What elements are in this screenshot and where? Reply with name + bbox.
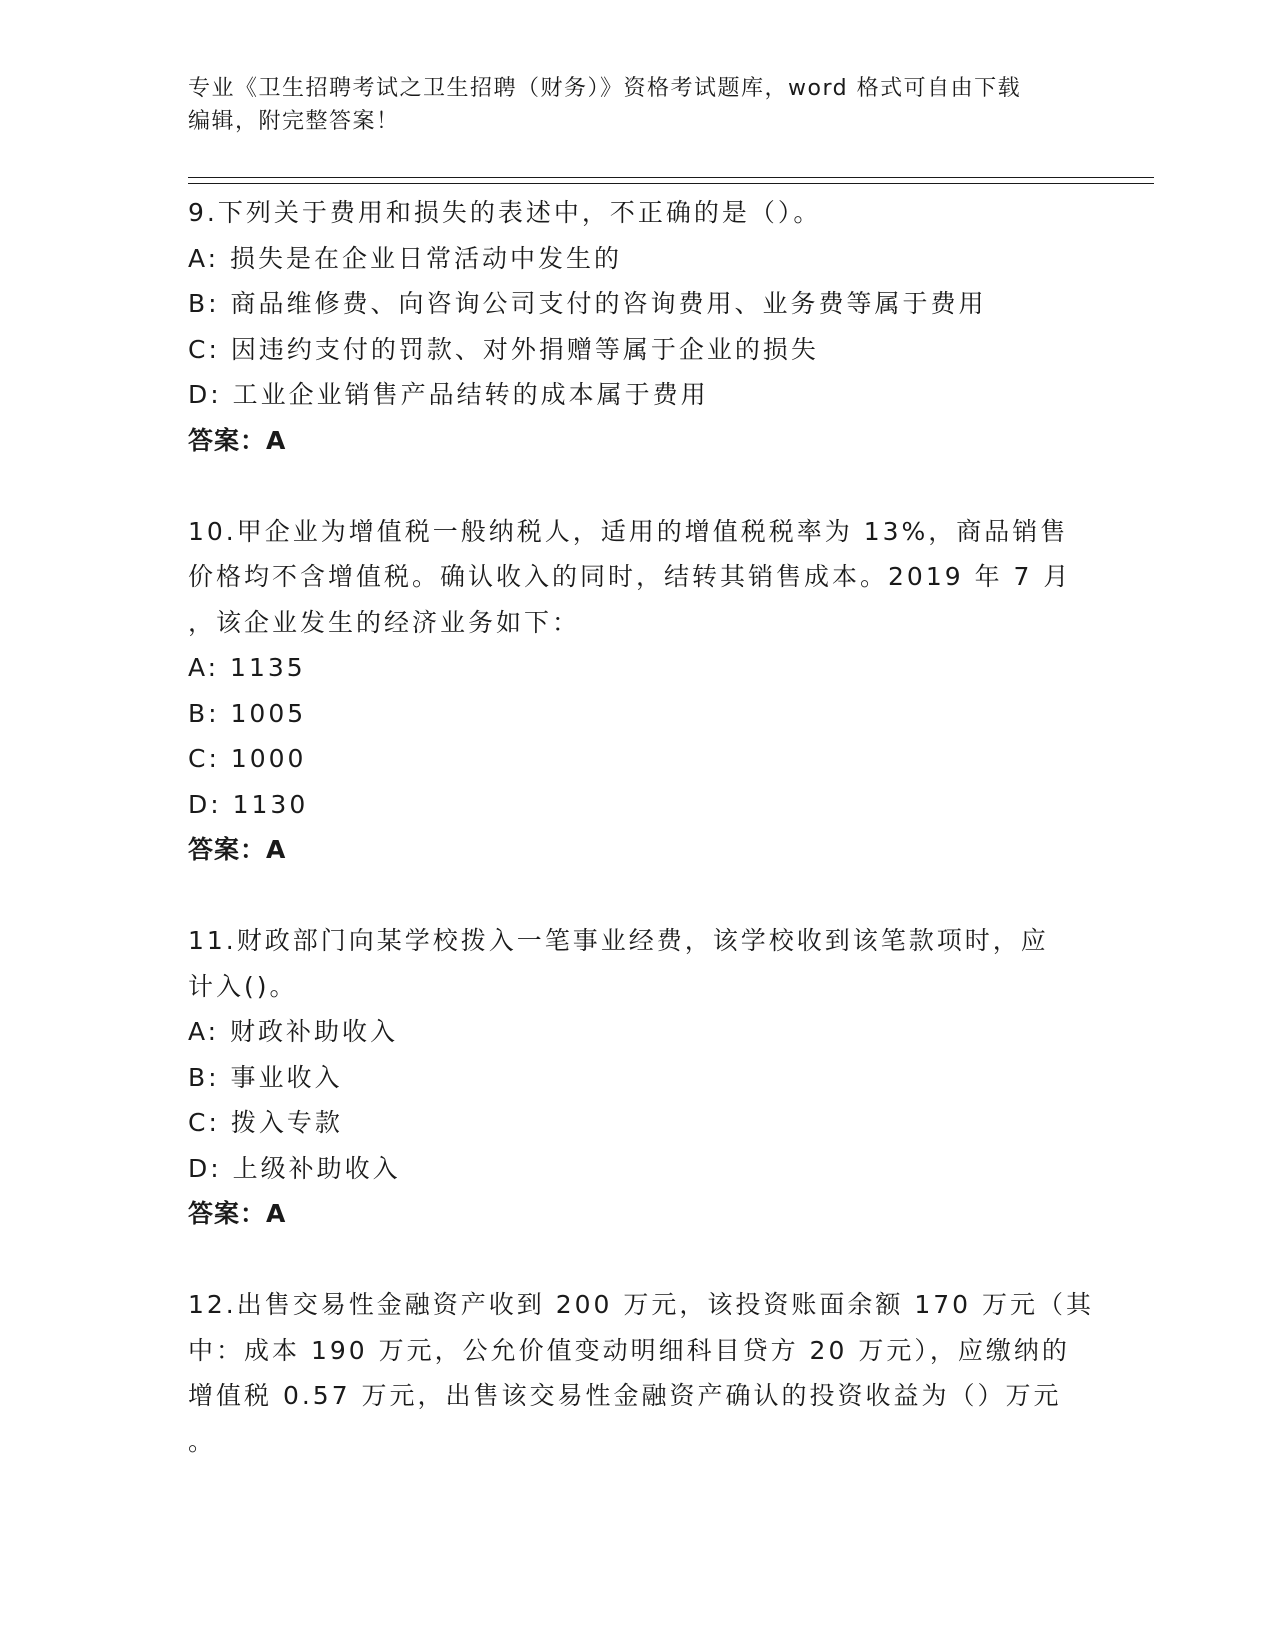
header-line-2: 编辑，附完整答案！ [188, 109, 400, 134]
question-text: 11.财政部门向某学校拨入一笔事业经费，该学校收到该笔款项时，应 [188, 926, 1049, 955]
question-text: ，该企业发生的经济业务如下： [188, 607, 581, 637]
question-text: 中：成本 190 万元，公允价值变动明细科目贷方 20 万元），应缴纳的 [188, 1335, 1070, 1365]
question-text: 计入()。 [188, 971, 298, 1001]
question-text: 10.甲企业为增值税一般纳税人，适用的增值税税率为 13%，商品销售 [188, 516, 1069, 546]
answer: 答案：A [188, 835, 287, 864]
option-c: C: 拨入专款 [188, 1108, 343, 1137]
option-d: D: 工业企业销售产品结转的成本属于费用 [188, 380, 709, 409]
option-d: D: 1130 [188, 789, 309, 819]
question-list [188, 190, 1094, 1464]
option-a: A: 财政补助收入 [188, 1017, 399, 1046]
spacer [188, 463, 1088, 509]
question-10 [188, 509, 1088, 873]
question-12 [188, 1282, 1094, 1464]
option-b: B: 1005 [188, 698, 307, 728]
header-divider-bottom [188, 183, 1154, 184]
answer: 答案：A [188, 1199, 287, 1228]
question-text: 9.下列关于费用和损失的表述中，不正确的是（）。 [188, 198, 822, 227]
option-a: A: 1135 [188, 653, 306, 682]
option-a: A: 损失是在企业日常活动中发生的 [188, 243, 623, 273]
question-9 [188, 190, 1088, 463]
option-d: D: 上级补助收入 [188, 1153, 401, 1183]
option-c: C: 1000 [188, 744, 307, 773]
question-text: 12.出售交易性金融资产收到 200 万元，该投资账面余额 170 万元（其 [188, 1290, 1094, 1319]
document-header [188, 72, 1068, 138]
question-11 [188, 918, 1088, 1237]
question-text: 价格均不含增值税。确认收入的同时，结转其销售成本。2019 年 7 月 [188, 562, 1072, 591]
option-c: C: 因违约支付的罚款、对外捐赠等属于企业的损失 [188, 334, 819, 364]
spacer [188, 873, 1088, 919]
question-text: 。 [188, 1426, 217, 1456]
header-line-1: 专业《卫生招聘考试之卫生招聘（财务）》资格考试题库，word 格式可自由下载 [188, 76, 1022, 101]
spacer [188, 1237, 1088, 1283]
option-b: B: 事业收入 [188, 1062, 343, 1092]
header-divider-top [188, 177, 1154, 178]
question-text: 增值税 0.57 万元，出售该交易性金融资产确认的投资收益为（）万元 [188, 1381, 1062, 1410]
option-b: B: 商品维修费、向咨询公司支付的咨询费用、业务费等属于费用 [188, 289, 987, 318]
answer: 答案：A [188, 425, 287, 455]
